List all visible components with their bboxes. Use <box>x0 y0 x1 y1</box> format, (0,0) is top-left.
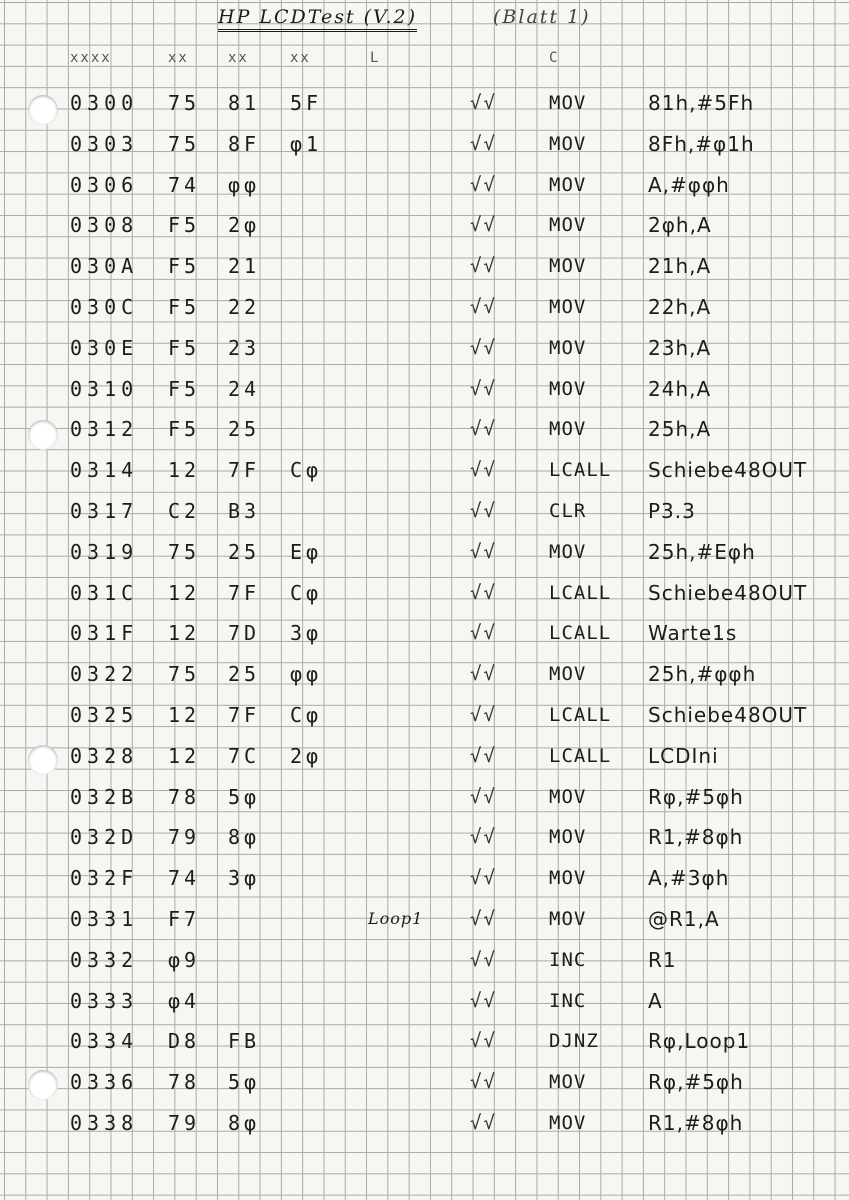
operands-cell: Rφ,#5φh <box>648 784 744 809</box>
opcode-byte-3: Cφ <box>290 458 323 483</box>
mnemonic-cell: CLR <box>549 500 587 522</box>
checkmarks: √√ <box>470 255 497 278</box>
mnemonic-cell: MOV <box>549 663 587 686</box>
mnemonic-cell: INC <box>549 989 587 1012</box>
opcode-byte-1: C2 <box>168 499 201 523</box>
opcode-byte-1: 75 <box>168 131 201 156</box>
opcode-byte-1: F5 <box>168 376 201 401</box>
opcode-byte-1: 12 <box>168 703 201 727</box>
checkmarks: √√ <box>470 989 497 1012</box>
checkmarks: √√ <box>470 744 497 767</box>
opcode-byte-1: F5 <box>168 213 201 238</box>
mnemonic-cell: MOV <box>549 418 587 441</box>
mnemonic-cell: DJNZ <box>549 1030 599 1053</box>
listing-row <box>0 777 849 817</box>
listing-row <box>0 858 849 898</box>
operands-cell: Schiebe48OUT <box>648 703 808 727</box>
header-address: xxxx <box>70 50 112 66</box>
opcode-byte-1: 78 <box>168 1070 201 1095</box>
opcode-byte-1: 78 <box>168 784 201 809</box>
operands-cell: P3.3 <box>648 499 696 523</box>
opcode-byte-2: 5φ <box>228 784 261 809</box>
checkmarks: √√ <box>470 663 497 686</box>
opcode-byte-2: 7F <box>228 580 261 605</box>
operands-cell: 81h,#5Fh <box>648 91 755 115</box>
opcode-byte-1: φ9 <box>168 947 201 972</box>
operands-cell: 24h,A <box>648 376 712 401</box>
operands-cell: R1 <box>648 947 677 972</box>
checkmarks: √√ <box>470 418 497 441</box>
opcode-byte-2: 5φ <box>228 1070 261 1095</box>
checkmarks: √√ <box>470 377 497 400</box>
address-cell: 0334 <box>70 1029 139 1054</box>
opcode-byte-2: 3φ <box>228 866 261 891</box>
opcode-byte-2: 22 <box>228 295 261 319</box>
opcode-byte-3: 5F <box>290 91 323 115</box>
opcode-byte-1: F5 <box>168 295 201 319</box>
operands-cell: Rφ,Loop1 <box>648 1029 751 1054</box>
listing-row <box>0 1103 849 1143</box>
header-code: C <box>549 50 560 66</box>
opcode-byte-2: 8F <box>228 131 261 156</box>
operands-cell: 25h,#Eφh <box>648 539 756 564</box>
address-cell: 0336 <box>70 1070 139 1095</box>
listing-row <box>0 981 849 1021</box>
listing-row <box>0 532 849 572</box>
mnemonic-cell: MOV <box>549 1071 587 1094</box>
listing-row <box>0 899 849 939</box>
operands-cell: A,#φφh <box>648 172 730 197</box>
sheet-number: (Blatt 1) <box>493 6 591 28</box>
opcode-byte-3: 3φ <box>290 621 323 646</box>
checkmarks: √√ <box>470 214 497 237</box>
opcode-byte-2: FB <box>228 1029 261 1054</box>
address-cell: 0310 <box>70 376 139 401</box>
mnemonic-cell: MOV <box>549 132 587 155</box>
listing-row <box>0 940 849 980</box>
mnemonic-cell: MOV <box>549 1112 587 1134</box>
checkmarks: √√ <box>470 1112 497 1134</box>
address-cell: 0332 <box>70 947 139 972</box>
operands-cell: 25h,#φφh <box>648 662 757 687</box>
operands-cell: Rφ,#5φh <box>648 1070 744 1095</box>
opcode-byte-1: 12 <box>168 621 201 646</box>
listing-row <box>0 409 849 449</box>
opcode-byte-1: F5 <box>168 254 201 279</box>
checkmarks: √√ <box>470 296 497 318</box>
opcode-byte-1: 12 <box>168 458 201 483</box>
address-cell: 032B <box>70 784 139 809</box>
operands-cell: R1,#8φh <box>648 1111 744 1135</box>
opcode-byte-3: φφ <box>290 662 323 687</box>
opcode-byte-2: 2φ <box>228 213 261 238</box>
checkmarks: √√ <box>470 459 497 482</box>
address-cell: 031F <box>70 621 139 646</box>
checkmarks: √√ <box>470 173 497 196</box>
mnemonic-cell: MOV <box>549 826 587 849</box>
opcode-byte-1: D8 <box>168 1029 201 1054</box>
mnemonic-cell: LCALL <box>549 744 612 767</box>
opcode-byte-1: 74 <box>168 866 201 891</box>
operands-cell: Warte1s <box>648 621 738 646</box>
checkmarks: √√ <box>470 785 497 808</box>
address-cell: 0328 <box>70 743 139 768</box>
checkmarks: √√ <box>470 704 497 726</box>
listing-row <box>0 450 849 490</box>
operands-cell: 21h,A <box>648 254 712 279</box>
address-cell: 0319 <box>70 539 139 564</box>
opcode-byte-2: φφ <box>228 172 261 197</box>
listing-row <box>0 1021 849 1061</box>
opcode-byte-2: 7C <box>228 743 261 768</box>
address-cell: 0303 <box>70 131 139 156</box>
mnemonic-cell: MOV <box>549 255 587 278</box>
address-cell: 031C <box>70 580 139 605</box>
mnemonic-cell: MOV <box>549 92 587 114</box>
opcode-byte-3: 2φ <box>290 743 323 768</box>
listing-row <box>0 695 849 735</box>
opcode-byte-1: 75 <box>168 91 201 115</box>
address-cell: 0325 <box>70 703 139 727</box>
opcode-byte-2: 23 <box>228 335 261 360</box>
operands-cell: 8Fh,#φ1h <box>648 131 755 156</box>
operands-cell: @R1,A <box>648 907 720 931</box>
checkmarks: √√ <box>470 581 497 604</box>
header-label: L <box>370 50 381 66</box>
checkmarks: √√ <box>470 908 497 930</box>
address-cell: 032F <box>70 866 139 891</box>
opcode-byte-3: Eφ <box>290 539 323 564</box>
listing-row <box>0 328 849 368</box>
mnemonic-cell: LCALL <box>549 459 612 482</box>
opcode-byte-1: F5 <box>168 335 201 360</box>
opcode-byte-1: 12 <box>168 743 201 768</box>
checkmarks: √√ <box>470 867 497 890</box>
mnemonic-cell: LCALL <box>549 704 612 726</box>
mnemonic-cell: LCALL <box>549 622 612 645</box>
mnemonic-cell: LCALL <box>549 581 612 604</box>
mnemonic-cell: MOV <box>549 296 587 318</box>
address-cell: 0308 <box>70 213 139 238</box>
page-title: HP LCDTest (V.2) <box>218 6 417 32</box>
listing-row <box>0 287 849 327</box>
listing-row <box>0 654 849 694</box>
address-cell: 030E <box>70 335 139 360</box>
checkmarks: √√ <box>470 826 497 849</box>
opcode-byte-1: φ4 <box>168 988 201 1013</box>
opcode-byte-2: 25 <box>228 662 261 687</box>
checkmarks: √√ <box>470 336 497 359</box>
address-cell: 0312 <box>70 417 139 442</box>
opcode-byte-2: B3 <box>228 499 261 523</box>
header-byte-2: xx <box>228 50 249 66</box>
mnemonic-cell: MOV <box>549 867 587 890</box>
mnemonic-cell: MOV <box>549 336 587 359</box>
checkmarks: √√ <box>470 540 497 563</box>
opcode-byte-1: 75 <box>168 662 201 687</box>
operands-cell: Schiebe48OUT <box>648 580 808 605</box>
listing-row <box>0 817 849 857</box>
opcode-byte-1: 12 <box>168 580 201 605</box>
opcode-byte-2: 8φ <box>228 1111 261 1135</box>
checkmarks: √√ <box>470 92 497 114</box>
opcode-byte-1: 74 <box>168 172 201 197</box>
operands-cell: 2φh,A <box>648 213 712 238</box>
mnemonic-cell: MOV <box>549 908 587 930</box>
address-cell: 030A <box>70 254 139 279</box>
opcode-byte-2: 7F <box>228 703 261 727</box>
address-cell: 0306 <box>70 172 139 197</box>
mnemonic-cell: MOV <box>549 540 587 563</box>
opcode-byte-3: Cφ <box>290 580 323 605</box>
opcode-byte-1: 79 <box>168 825 201 850</box>
header-byte-1: xx <box>168 50 189 66</box>
mnemonic-cell: INC <box>549 948 587 971</box>
opcode-byte-1: 75 <box>168 539 201 564</box>
label-cell: Loop1 <box>368 909 424 928</box>
opcode-byte-1: 79 <box>168 1111 201 1135</box>
opcode-byte-3: φ1 <box>290 131 323 156</box>
operands-cell: 25h,A <box>648 417 712 442</box>
operands-cell: 22h,A <box>648 295 712 319</box>
operands-cell: 23h,A <box>648 335 712 360</box>
listing-row <box>0 205 849 245</box>
address-cell: 0317 <box>70 499 139 523</box>
opcode-byte-1: F7 <box>168 907 201 931</box>
listing-row <box>0 369 849 409</box>
checkmarks: √√ <box>470 1030 497 1053</box>
listing-row <box>0 246 849 286</box>
checkmarks: √√ <box>470 1071 497 1094</box>
mnemonic-cell: MOV <box>549 377 587 400</box>
address-cell: 030C <box>70 295 139 319</box>
opcode-byte-1: F5 <box>168 417 201 442</box>
opcode-byte-2: 25 <box>228 417 261 442</box>
address-cell: 0333 <box>70 988 139 1013</box>
operands-cell: A,#3φh <box>648 866 730 891</box>
listing-row <box>0 165 849 205</box>
address-cell: 0314 <box>70 458 139 483</box>
listing-row <box>0 573 849 613</box>
address-cell: 0322 <box>70 662 139 687</box>
listing-row <box>0 736 849 776</box>
opcode-byte-2: 81 <box>228 91 261 115</box>
opcode-byte-2: 24 <box>228 376 261 401</box>
listing-row <box>0 1062 849 1102</box>
opcode-byte-2: 7F <box>228 458 261 483</box>
listing-row <box>0 124 849 164</box>
opcode-byte-2: 7D <box>228 621 261 646</box>
operands-cell: LCDIni <box>648 743 719 768</box>
address-cell: 032D <box>70 825 139 850</box>
checkmarks: √√ <box>470 622 497 645</box>
checkmarks: √√ <box>470 500 497 522</box>
listing-row <box>0 613 849 653</box>
address-cell: 0331 <box>70 907 139 931</box>
listing-row <box>0 491 849 531</box>
operands-cell: A <box>648 988 663 1013</box>
address-cell: 0300 <box>70 91 139 115</box>
address-cell: 0338 <box>70 1111 139 1135</box>
operands-cell: Schiebe48OUT <box>648 458 808 483</box>
operands-cell: R1,#8φh <box>648 825 744 850</box>
listing-row <box>0 83 849 123</box>
mnemonic-cell: MOV <box>549 214 587 237</box>
header-byte-3: xx <box>290 50 311 66</box>
checkmarks: √√ <box>470 132 497 155</box>
mnemonic-cell: MOV <box>549 173 587 196</box>
opcode-byte-2: 25 <box>228 539 261 564</box>
opcode-byte-2: 21 <box>228 254 261 279</box>
opcode-byte-3: Cφ <box>290 703 323 727</box>
mnemonic-cell: MOV <box>549 785 587 808</box>
checkmarks: √√ <box>470 948 497 971</box>
opcode-byte-2: 8φ <box>228 825 261 850</box>
